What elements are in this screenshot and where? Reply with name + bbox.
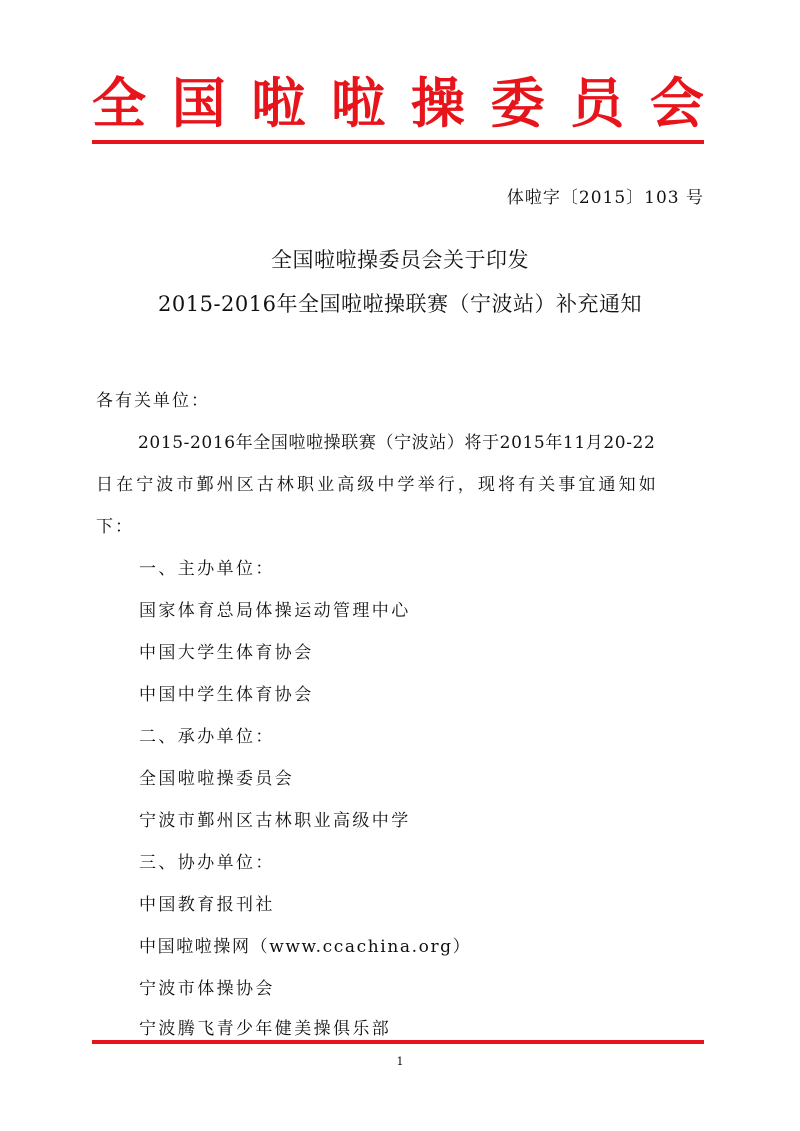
list-item: 全国啦啦操委员会 bbox=[139, 769, 295, 789]
document-title-line-2: 2015-2016年全国啦啦操联赛（宁波站）补充通知 bbox=[158, 292, 642, 316]
header-char: 全 bbox=[92, 72, 146, 135]
list-item: 中国中学生体育协会 bbox=[139, 685, 314, 705]
header-char: 啦 bbox=[331, 72, 386, 135]
document-title-line-1: 全国啦啦操委员会关于印发 bbox=[271, 248, 529, 272]
list-item: 宁波腾飞青少年健美操俱乐部 bbox=[139, 1019, 392, 1039]
section-heading-hosts: 二、承办单位： bbox=[139, 727, 275, 747]
organization-header bbox=[92, 72, 704, 136]
list-item: 中国教育报刊社 bbox=[139, 895, 275, 915]
header-char: 国 bbox=[171, 72, 226, 135]
footer-red-divider bbox=[92, 1040, 704, 1044]
section-heading-organizers: 一、主办单位： bbox=[139, 559, 275, 579]
list-item: 国家体育总局体操运动管理中心 bbox=[139, 601, 411, 621]
header-char: 委 bbox=[490, 72, 545, 135]
document-number: 体啦字〔2015〕103 号 bbox=[506, 188, 704, 208]
header-red-divider bbox=[92, 140, 704, 144]
header-char: 员 bbox=[570, 72, 625, 135]
list-item: 宁波市鄞州区古林职业高级中学 bbox=[139, 811, 411, 831]
body-paragraph-line: 下： bbox=[96, 517, 134, 537]
list-item: 宁波市体操协会 bbox=[139, 979, 275, 999]
header-char: 啦 bbox=[251, 72, 306, 135]
list-item: 中国啦啦操网（www.ccachina.org） bbox=[139, 937, 472, 957]
header-char: 会 bbox=[649, 72, 704, 135]
body-paragraph-line: 2015-2016年全国啦啦操联赛（宁波站）将于2015年11月20-22 bbox=[138, 433, 656, 453]
section-heading-co-organizers: 三、协办单位： bbox=[139, 853, 275, 873]
list-item: 中国大学生体育协会 bbox=[139, 643, 314, 663]
salutation: 各有关单位： bbox=[96, 391, 210, 411]
body-paragraph-line: 日在宁波市鄞州区古林职业高级中学举行，现将有关事宜通知如 bbox=[96, 475, 659, 495]
header-char: 操 bbox=[410, 72, 465, 135]
page-number: 1 bbox=[396, 1055, 404, 1068]
